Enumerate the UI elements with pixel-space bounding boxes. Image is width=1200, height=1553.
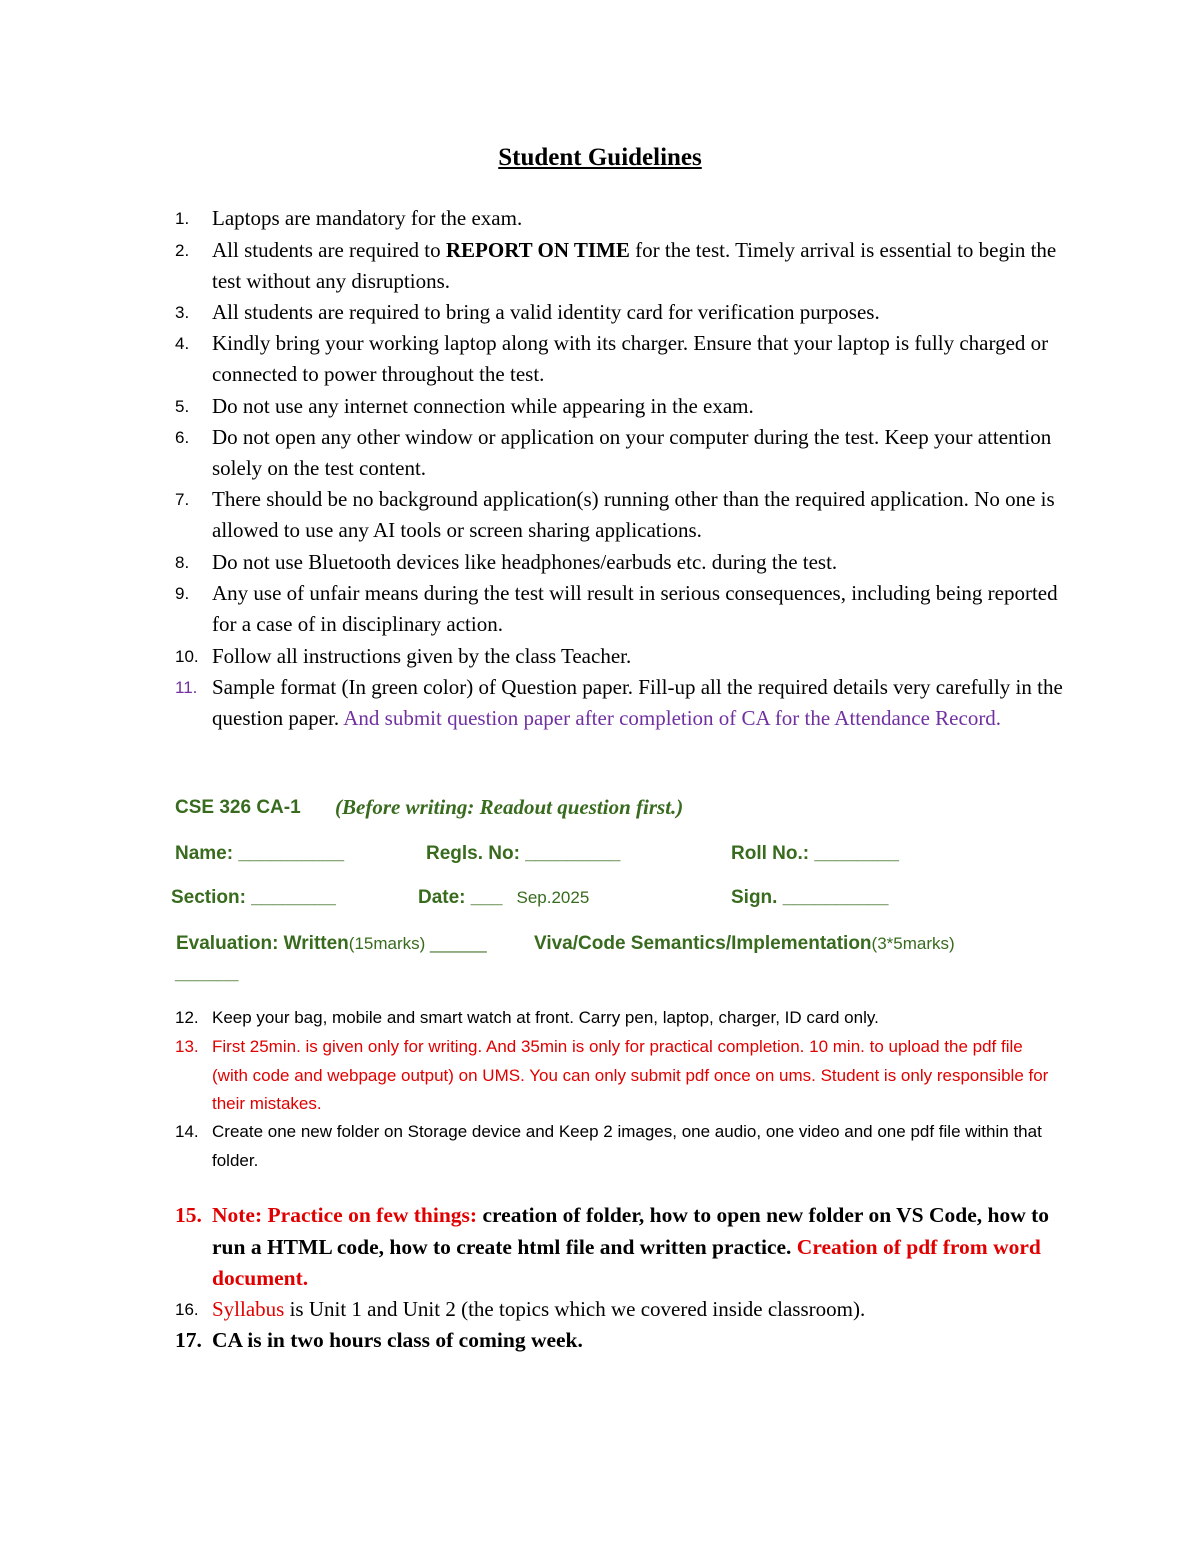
- guideline-item-11: [175, 672, 1082, 734]
- item-number: 12.: [175, 1008, 199, 1027]
- item-text: is Unit 1 and Unit 2 (the topics which we covered inside classroom).: [284, 1297, 866, 1321]
- item-number: 14.: [175, 1122, 199, 1141]
- note-text: creation of folder, how to open new folder on VS Code, how to run a HTML code, how to create html file and written practice.: [212, 1203, 1050, 1259]
- guideline-item-3: [175, 297, 1082, 328]
- roll-number-field: Roll No.: ________: [731, 843, 899, 864]
- page-title: Student Guidelines: [498, 144, 702, 171]
- guideline-item-10: [175, 641, 1082, 672]
- item-number: 16.: [175, 1300, 199, 1319]
- viva-label: Viva/Code Semantics/Implementation: [534, 933, 872, 954]
- item-number: 13.: [175, 1037, 199, 1056]
- guideline-item-7: [175, 484, 1082, 546]
- name-field: Name: __________: [175, 843, 345, 864]
- item-number: 1.: [175, 209, 190, 228]
- readout-note: (Before writing: Readout question first.): [335, 795, 684, 819]
- evaluation-viva: [534, 933, 955, 955]
- note-highlight: Practice on few things:: [267, 1203, 478, 1227]
- item-number: 8.: [175, 553, 190, 572]
- item-number: 11.: [175, 678, 198, 697]
- section-field: Section: ________: [171, 887, 336, 908]
- item-text: All students are required to: [212, 238, 446, 262]
- guideline-item-1: [175, 203, 1082, 234]
- item-text: Do not use any internet connection while appearing in the exam.: [212, 394, 754, 418]
- date-value: Sep.2025: [516, 888, 590, 907]
- guideline-item-5: [175, 391, 1082, 422]
- item-emphasis: REPORT ON TIME: [445, 238, 630, 262]
- guideline-item-9: [175, 578, 1082, 640]
- guideline-item-17: [175, 1325, 1082, 1357]
- item-text: Kindly bring your working laptop along with its charger. Ensure that your laptop is fully charged or connected to power throughout the test.: [212, 331, 1049, 387]
- item-number: 9.: [175, 584, 190, 603]
- registration-field: Regls. No: _________: [426, 843, 621, 864]
- item-text: Do not use Bluetooth devices like headphones/earbuds etc. during the test.: [212, 550, 838, 574]
- item-number: 3.: [175, 303, 190, 322]
- syllabus-label: Syllabus: [212, 1297, 285, 1321]
- item-number: 15.: [175, 1203, 202, 1227]
- guideline-item-8: [175, 547, 1082, 578]
- item-text: CA is in two hours class of coming week.: [212, 1328, 583, 1352]
- course-code: CSE 326 CA-1: [175, 797, 301, 818]
- guideline-item-15: [175, 1200, 1082, 1295]
- viva-marks: (3*5marks): [871, 934, 955, 953]
- written-marks: (15marks) ______: [348, 934, 487, 953]
- item-text: There should be no background application(s) running other than the required application. No one is allowed to use any AI tools or screen sharing applications.: [212, 487, 1055, 543]
- item-text: Any use of unfair means during the test will result in serious consequences, including being reported for a case of in disciplinary action.: [212, 581, 1058, 637]
- guideline-item-4: [175, 328, 1082, 390]
- date-field: [418, 887, 589, 909]
- item-text: Do not open any other window or application on your computer during the test. Keep your attention solely on the test content.: [212, 425, 1052, 481]
- item-text: Laptops are mandatory for the exam.: [212, 206, 523, 230]
- guideline-item-14: [175, 1118, 1062, 1175]
- item-text: First 25min. is given only for writing. And 35min is only for practical completion. 10 min. to upload the pdf file (with code and webpage output) on UMS. You can only submit pdf once on ums. Student is only responsible for their mistakes.: [212, 1037, 1049, 1113]
- guideline-item-12: [175, 1004, 1062, 1033]
- item-text: Follow all instructions given by the class Teacher.: [212, 644, 632, 668]
- item-highlight: And submit question paper after completion of CA for the Attendance Record.: [339, 706, 1002, 731]
- note-label: Note:: [212, 1203, 268, 1227]
- item-number: 4.: [175, 334, 190, 353]
- signature-field: Sign. __________: [731, 887, 889, 908]
- item-number: 10.: [175, 647, 199, 666]
- item-text: Sample format (In green color) of Question paper. Fill-up all the required details very carefully in the question paper.: [212, 675, 1063, 731]
- item-number: 7.: [175, 490, 190, 509]
- item-text: for the test. Timely arrival is essential to begin the test without any disruptions.: [212, 238, 1057, 294]
- item-number: 17.: [175, 1328, 202, 1352]
- item-number: 6.: [175, 428, 190, 447]
- evaluation-label: Evaluation: Written: [176, 933, 349, 954]
- evaluation-blank: ______: [175, 963, 239, 984]
- item-text: Create one new folder on Storage device and Keep 2 images, one audio, one video and one pdf file within that folder.: [212, 1122, 1042, 1170]
- item-number: 5.: [175, 397, 190, 416]
- guideline-item-16: [175, 1294, 1082, 1325]
- guideline-item-13: [175, 1033, 1062, 1119]
- item-number: 2.: [175, 241, 190, 260]
- item-text: All students are required to bring a valid identity card for verification purposes.: [212, 300, 880, 324]
- note-highlight: Creation of pdf from word document.: [212, 1234, 1041, 1290]
- guideline-item-6: [175, 422, 1082, 484]
- evaluation-written: [176, 933, 487, 955]
- item-text: Keep your bag, mobile and smart watch at front. Carry pen, laptop, charger, ID card only.: [212, 1008, 879, 1027]
- date-label: Date: ___: [418, 887, 503, 908]
- guideline-item-2: [175, 235, 1082, 297]
